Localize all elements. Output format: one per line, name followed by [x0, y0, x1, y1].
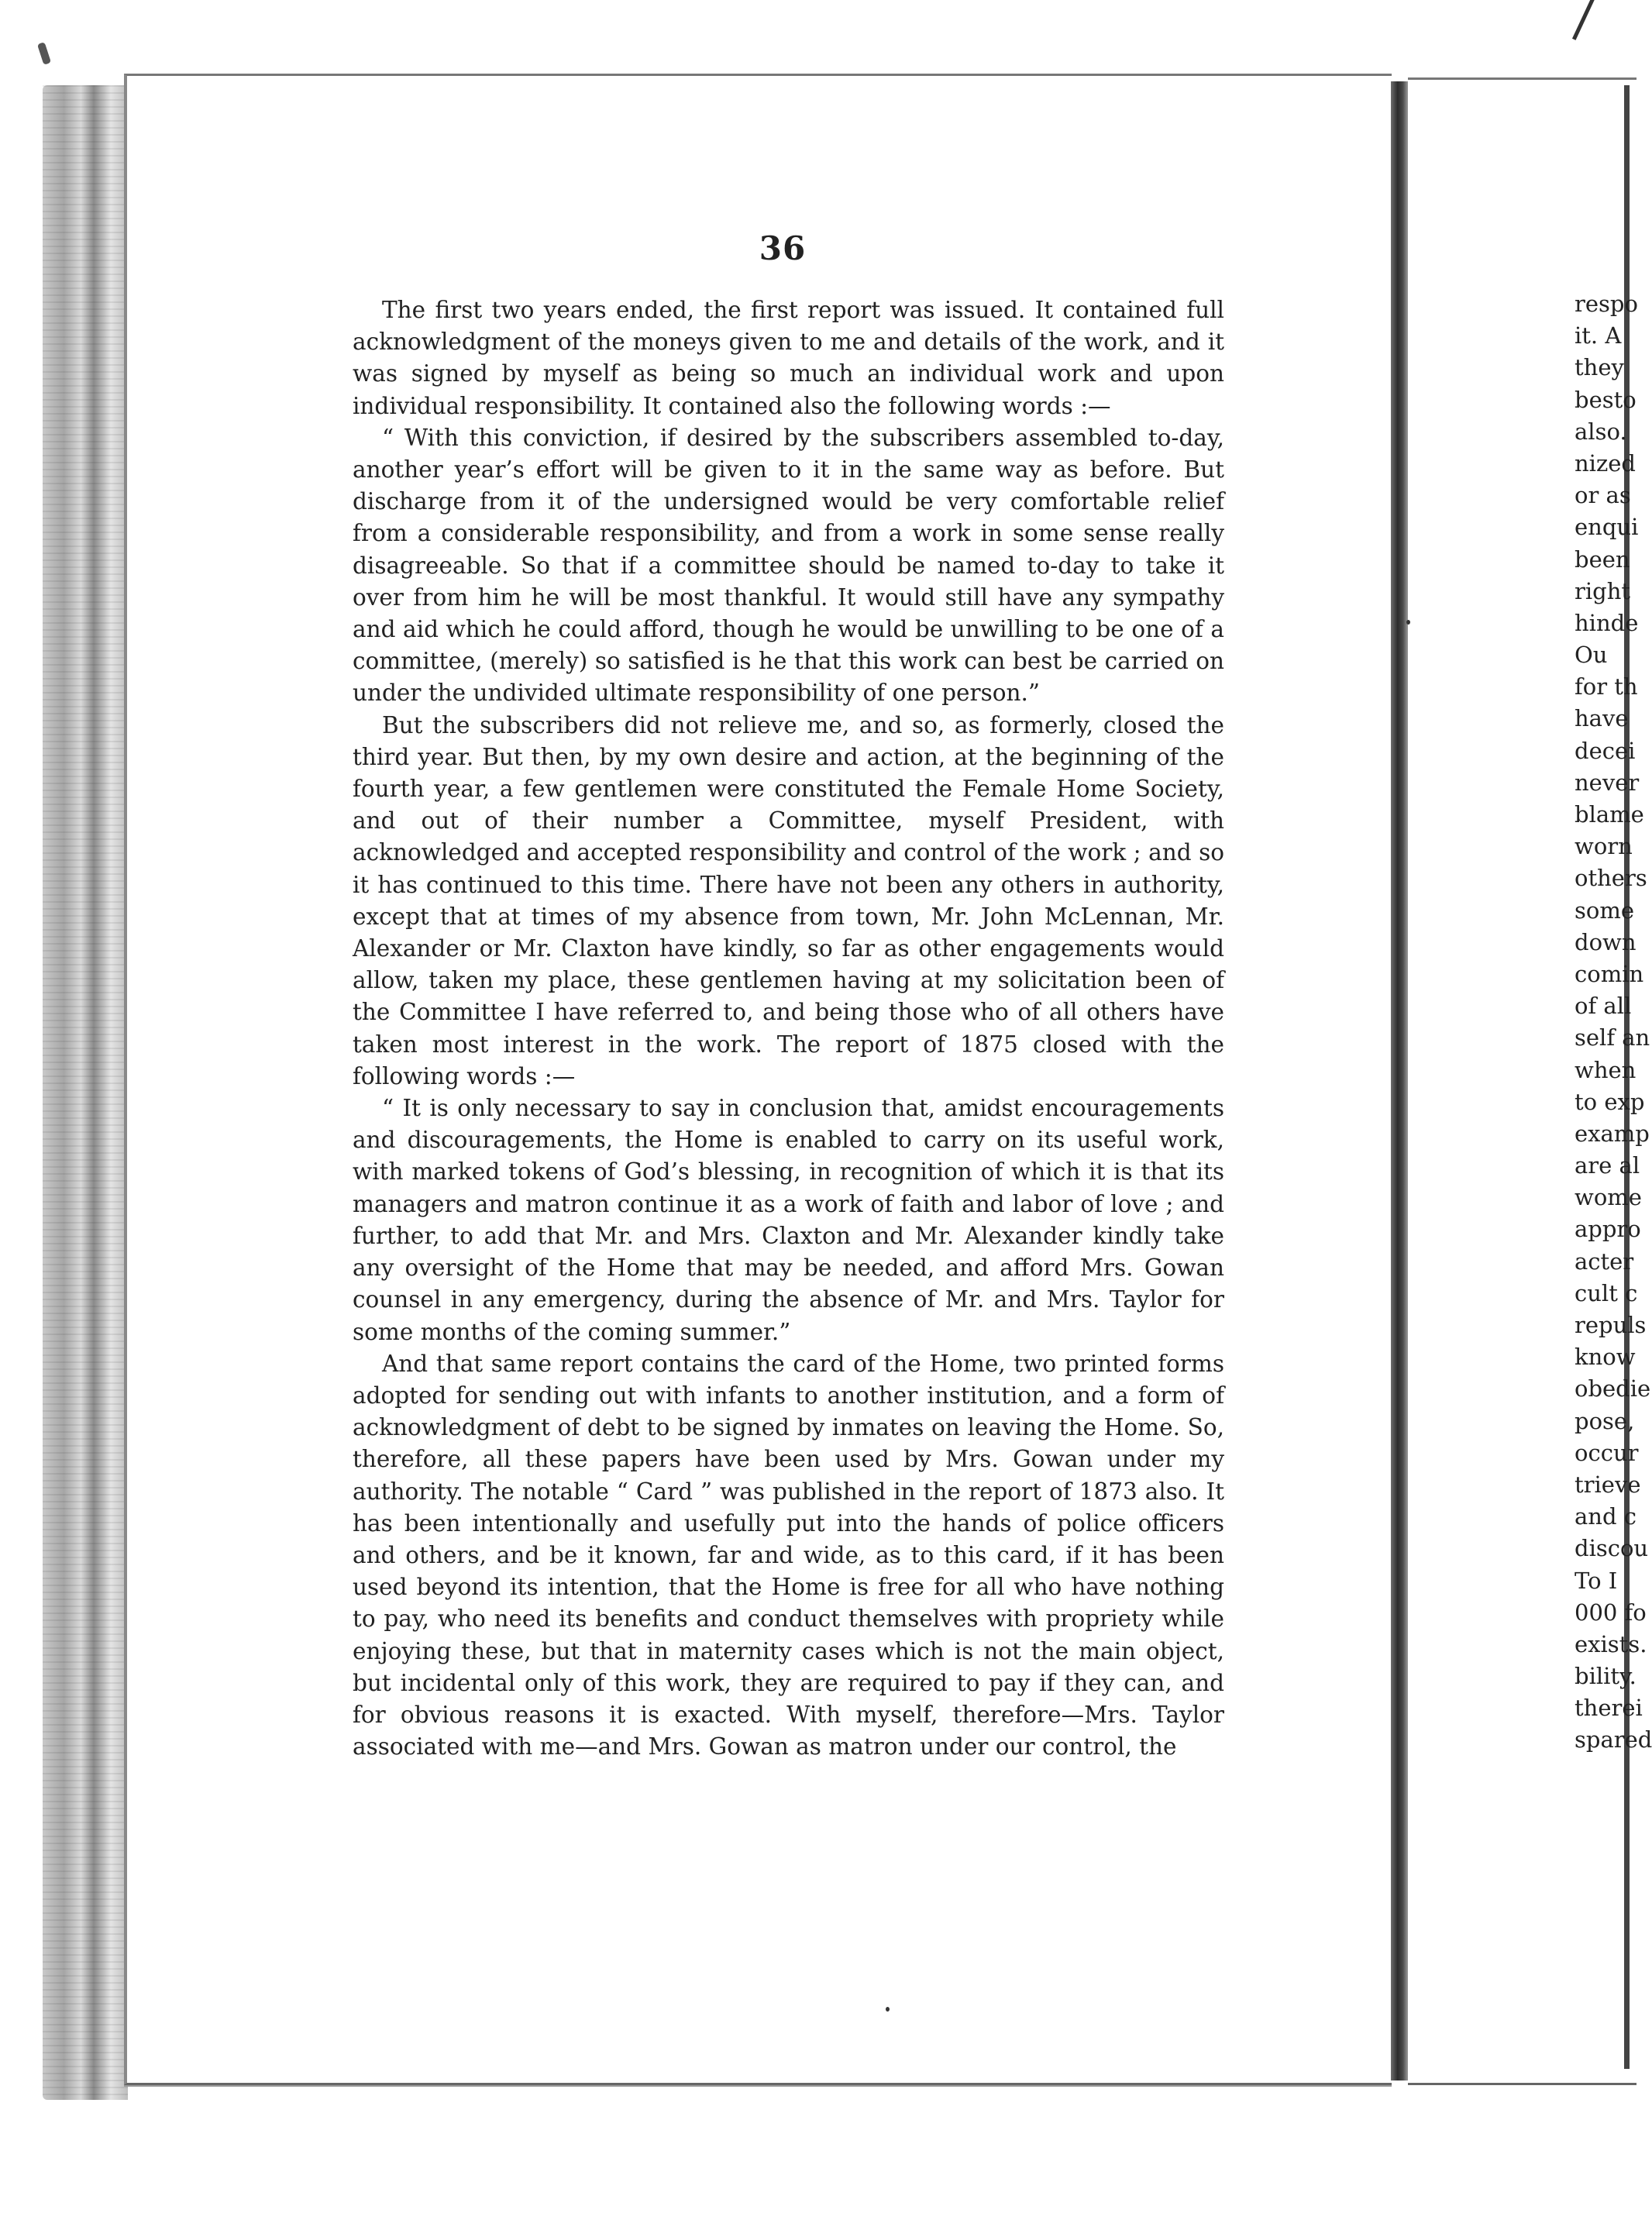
paragraph: And that same report contains the card of the Home, two printed forms adopted for sending out with infants to another institution, and a form of acknowledgment of debt to be signed by inmates on leaving the Home. So, therefore, all these papers have been used by Mrs. Gowan under my authority. The notable “ Card ” was published in the report of 1873 also. It has been intentionally and usefully put into the hands of police officers and others, and be it known, far and wide, as to this card, if it has been used beyond its intention, that the Home is free for all who have nothing to pay, who need its benefits and conduct themselves with propriety while enjoying these, but that in maternity cases which is not the main object, but incidental only of this work, they are required to pay if they can, and for obvious reasons it is exacted. With myself, therefore—Mrs. Taylor associated with me—and Mrs. Gowan as matron under our control, the: [353, 1350, 1224, 1760]
right-page-line: others: [1575, 865, 1647, 892]
right-page-line: examp: [1575, 1120, 1650, 1147]
right-page-line: cult c: [1575, 1279, 1638, 1306]
scan-background: [0, 0, 1637, 74]
right-page-line: it. A: [1575, 322, 1622, 349]
book-page-edges: [43, 85, 128, 2100]
right-page-line: To I: [1575, 1567, 1618, 1594]
right-page-line: acter: [1575, 1248, 1634, 1275]
right-page-line: obedie: [1575, 1375, 1651, 1402]
right-page-line: or as: [1575, 482, 1631, 509]
right-page-line: trieve: [1575, 1471, 1641, 1498]
right-page-line: occur: [1575, 1439, 1639, 1466]
right-page-line: and c: [1575, 1503, 1637, 1530]
right-page-line: self an: [1575, 1024, 1650, 1051]
right-page-text-fragments: [1575, 288, 1652, 1757]
right-page-line: decei: [1575, 737, 1636, 764]
right-page-line: comin: [1575, 960, 1644, 987]
scan-speck: [1406, 620, 1410, 625]
right-page-line: bility.: [1575, 1663, 1637, 1690]
right-page-line: are al: [1575, 1152, 1640, 1179]
right-page-line: also.: [1575, 418, 1627, 445]
right-page-line: to exp: [1575, 1088, 1645, 1115]
right-page-line: of all: [1575, 993, 1632, 1020]
right-page-line: never: [1575, 769, 1640, 796]
page-body-text: [353, 294, 1224, 1763]
book-gutter: [1391, 81, 1408, 2080]
right-page-line: when: [1575, 1056, 1637, 1083]
right-page-line: they: [1575, 354, 1624, 381]
right-page-line: for th: [1575, 673, 1638, 700]
right-page-line: discou: [1575, 1535, 1649, 1562]
right-page-line: Ou: [1575, 642, 1608, 669]
right-page-line: therei: [1575, 1695, 1643, 1722]
right-page-line: spared: [1575, 1726, 1652, 1754]
right-page-line: enqui: [1575, 514, 1639, 541]
quoted-paragraph: “ It is only necessary to say in conclusion that, amidst encouragements and discouragements, the Home is enabled to carry on its useful work, with marked tokens of God’s blessing, in recognition of which it is that its managers and matron continue it as a work of faith and labor of love ; and further, to add that Mr. and Mrs. Claxton and Mr. Alexander kindly take any oversight of the Home that may be needed, and afford Mrs. Gowan counsel in any emergency, during the absence of Mr. and Mrs. Taylor for some months of the coming summer.”: [353, 1095, 1224, 1345]
paragraph: The first two years ended, the first report was issued. It contained full acknowledgment of the moneys given to me and details of the work, and it was signed by myself as being so much an individual work and upon individual responsibility. It contained also the following words :—: [353, 297, 1224, 419]
right-page-line: wome: [1575, 1184, 1642, 1211]
right-page-line: know: [1575, 1344, 1636, 1371]
right-page-line: besto: [1575, 386, 1637, 413]
quoted-paragraph: “ With this conviction, if desired by the subscribers assembled to-day, another year’s effort will be given to it in the same way as before. But discharge from it of the undersigned would be very comfortable relief from a considerable responsibility, and from a work in some sense really disagreeable. So that if a committee should be named to-day to take it over from him he will be most thankful. It would still have any sympathy and aid which he could afford, though he would be unwilling to be one of a committee, (merely) so satisfied is he that this work can best be carried on under the undivided ultimate responsibility of one person.”: [353, 424, 1224, 707]
right-page-line: blame: [1575, 801, 1644, 828]
right-page-line: down: [1575, 928, 1637, 955]
right-page-line: been: [1575, 546, 1630, 573]
right-page-line: nized: [1575, 449, 1636, 477]
scan-speck: [886, 2007, 890, 2012]
right-page-line: appro: [1575, 1216, 1641, 1243]
right-page-line: respo: [1575, 291, 1638, 317]
right-page-line: some: [1575, 897, 1635, 924]
right-page-line: right: [1575, 577, 1631, 604]
right-page-line: have: [1575, 705, 1629, 732]
paragraph: But the subscribers did not relieve me, and so, as formerly, closed the third year. But then, by my own desire and action, at the beginning of the fourth year, a few gentlemen were constituted the Female Home Society, and out of their number a Committee, myself President, with acknowledged and accepted responsibility and control of the work ; and so it has continued to this time. There have not been any others in authority, except that at times of my absence from town, Mr. John McLennan, Mr. Alexander or Mr. Claxton have kindly, so far as other engagements would allow, taken my place, these gentlemen having at my solicitation been of the Committee I have referred to, and being those who of all others have taken most interest in the work. The report of 1875 closed with the following words :—: [353, 711, 1224, 1089]
right-page-line: 000 fo: [1575, 1599, 1647, 1626]
right-page-line: repuls: [1575, 1312, 1647, 1338]
right-page-line: hinde: [1575, 609, 1639, 636]
right-page-line: worn: [1575, 833, 1633, 860]
page-number: 36: [759, 229, 807, 267]
right-page-line: exists.: [1575, 1630, 1647, 1657]
right-page-line: pose,: [1575, 1407, 1635, 1434]
